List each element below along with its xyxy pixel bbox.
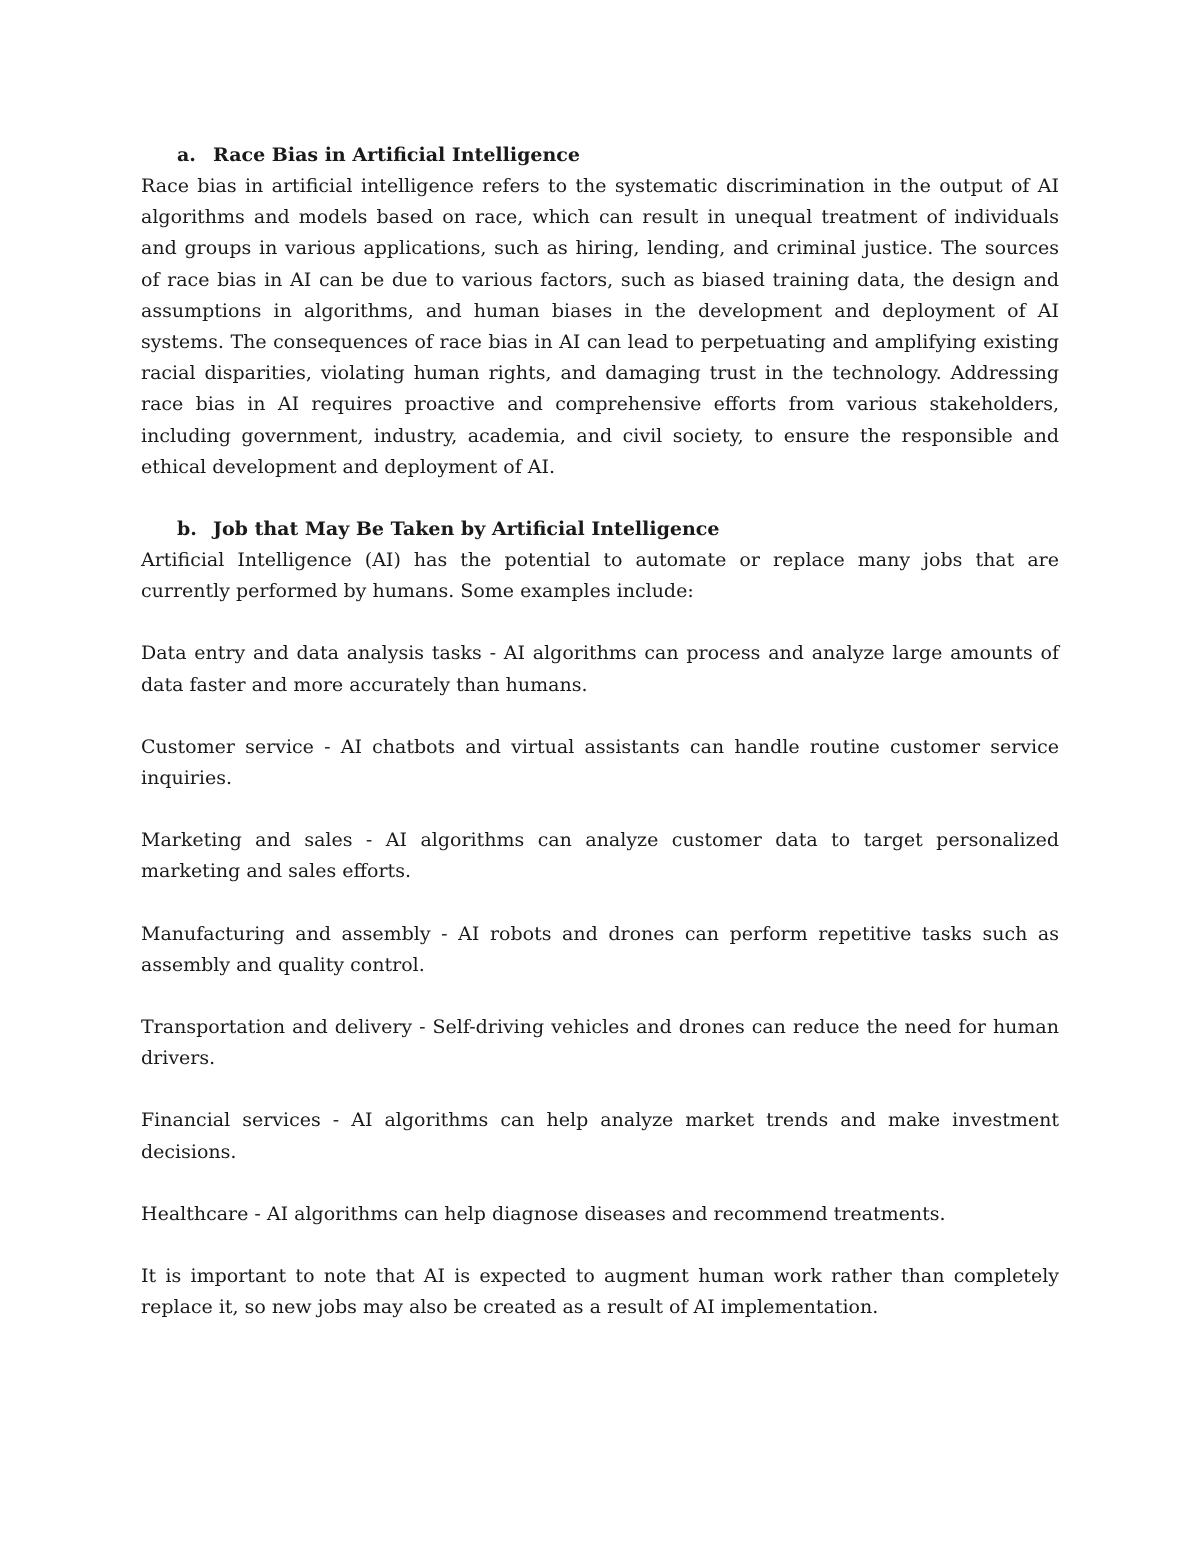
paragraph-spacer (141, 1230, 1059, 1261)
job-example-manufacturing: Manufacturing and assembly - AI robots and drones can perform repetitive tasks such as assembly and quality control. (141, 922, 1059, 976)
section-a-marker: a. (177, 144, 196, 166)
section-a-body: Race bias in artificial intelligence refers to the systematic discrimination in the output of AI algorithms and models based on race, which can result in unequal treatment of individuals and groups in various applications, such as hiring, lending, and criminal justice. The sources of race bias in AI can be due to various factors, such as biased training data, the design and assumptions in algorithms, and human biases in the development and deployment of AI systems. The consequences of race bias in AI can lead to perpetuating and amplifying existing racial disparities, violating human rights, and damaging trust in the technology. Addressing race bias in AI requires proactive and comprehensive efforts from various stakeholders, including government, industry, academia, and civil society, to ensure the responsible and ethical development and deployment of AI. (141, 175, 1059, 478)
section-b-marker: b. (177, 518, 197, 541)
section-b-title: Job that May Be Taken by Artificial Intelligence (213, 518, 720, 541)
section-a-title: Race Bias in Artificial Intelligence (213, 144, 580, 166)
job-example-financial: Financial services - AI algorithms can help analyze market trends and make investment decisions. (141, 1109, 1059, 1163)
job-example-customer-service: Customer service - AI chatbots and virtual assistants can handle routine customer service inquiries. (141, 735, 1059, 790)
section-spacer (141, 483, 1059, 514)
section-b-conclusion: It is important to note that AI is expected to augment human work rather than completely replace it, so new jobs may also be created as a result of AI implementation. (141, 1265, 1059, 1319)
job-example-healthcare: Healthcare - AI algorithms can help diagnose diseases and recommend treatments. (141, 1202, 946, 1225)
section-b-heading (141, 514, 1059, 545)
paragraph-spacer (141, 888, 1059, 919)
paragraph-spacer (141, 794, 1059, 825)
section-b-intro: Artificial Intelligence (AI) has the potential to automate or replace many jobs that are currently performed by humans. Some examples include: (141, 549, 1059, 603)
job-example-data-entry: Data entry and data analysis tasks - AI algorithms can process and analyze large amounts of data faster and more accurately than humans. (141, 642, 1059, 696)
job-example-transportation: Transportation and delivery - Self-driving vehicles and drones can reduce the need for human drivers. (141, 1016, 1059, 1070)
section-a-heading (141, 140, 1059, 171)
paragraph-spacer (141, 1168, 1059, 1199)
paragraph-spacer (141, 607, 1059, 638)
paragraph-spacer (141, 701, 1059, 732)
document-page (141, 140, 1059, 1323)
paragraph-spacer (141, 981, 1059, 1012)
job-example-marketing: Marketing and sales - AI algorithms can analyze customer data to target personalized marketing and sales efforts. (141, 829, 1059, 883)
paragraph-spacer (141, 1074, 1059, 1105)
